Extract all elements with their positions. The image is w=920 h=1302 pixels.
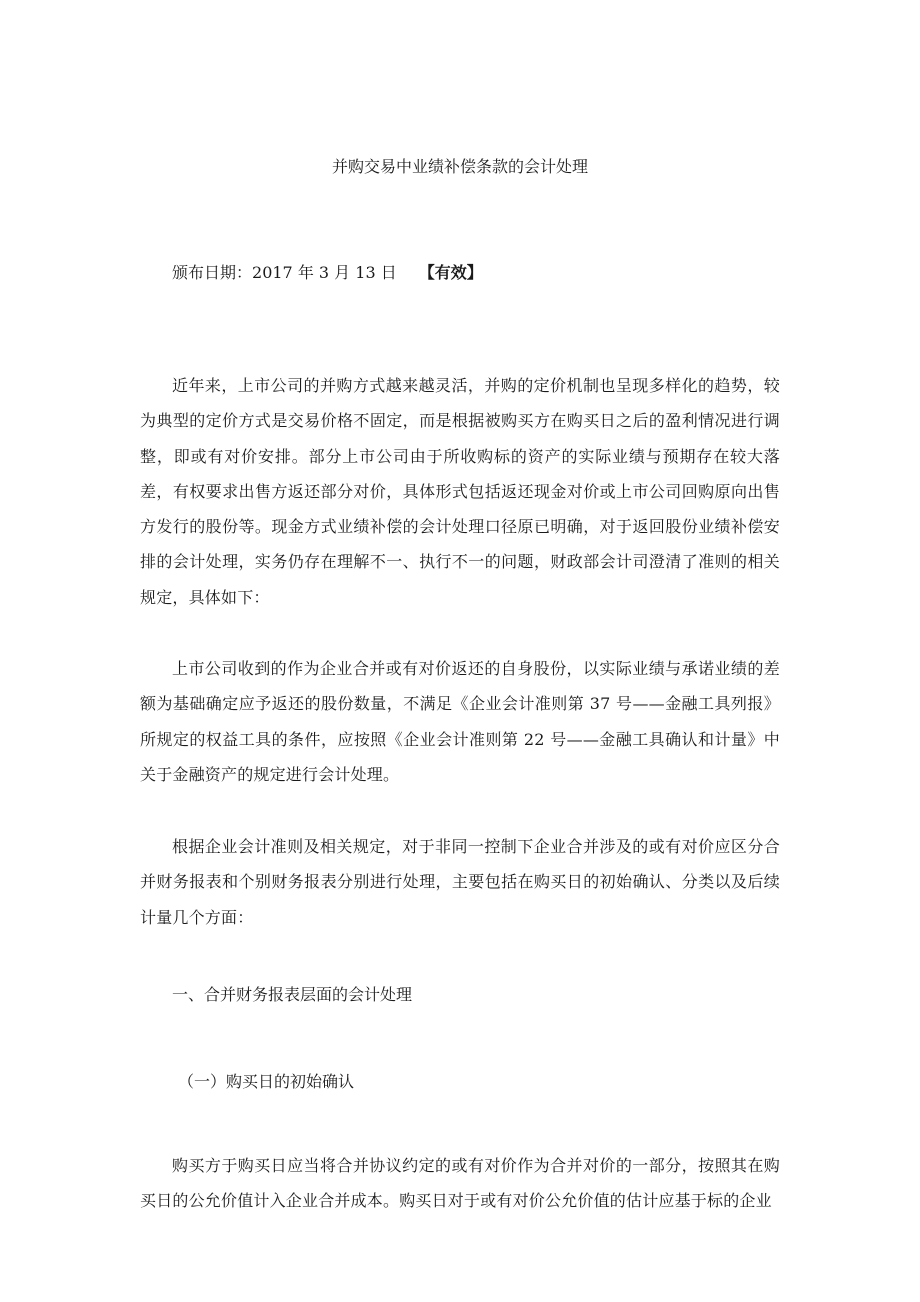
status-badge: 【有效】 [418, 263, 483, 282]
section-heading: 一、合并财务报表层面的会计处理 [172, 985, 413, 1004]
date-value: 2017 年 3 月 13 日 [252, 263, 397, 282]
paragraph-intro: 近年来，上市公司的并购方式越来越灵活，并购的定价机制也呈现多样化的趋势，较为典型的定价方式是交易价格不固定，而是根据被购买方在购买日之后的盈利情况进行调整，即或有对价安排。部分上市公司由于所收购标的资产的实际业绩与预期存在较大落差，有权要求出售方返还部分对价，具体形式包括返还现金对价或上市公司回购原向出售方发行的股份等。现金方式业绩补偿的会计处理口径原已明确，对于返回股份业绩补偿安排的会计处理，实务仍存在理解不一、执行不一的问题，财政部会计司澄清了准则的相关规定，具体如下： [140, 376, 780, 607]
paragraph-shares-return: 上市公司收到的作为企业合并或有对价返还的自身股份，以实际业绩与承诺业绩的差额为基础确定应予返还的股份数量，不满足《企业会计准则第 37 号——金融工具列报》所规定的权益工具的条件，应按照《企业会计准则第 22 号——金融工具确认和计量》中关于金融资产的规定进行会计处理。 [140, 659, 780, 784]
subsection-heading: （一）购买日的初始确认 [178, 1072, 355, 1091]
paragraph-initial-recognition: 购买方于购买日应当将合并协议约定的或有对价作为合并对价的一部分，按照其在购买日的公允价值计入企业合并成本。购买日对于或有对价公允价值的估计应基于标的企业 [140, 1156, 780, 1211]
document-title: 并购交易中业绩补偿条款的会计处理 [331, 157, 588, 176]
document-meta [172, 262, 483, 284]
date-label: 颁布日期： [172, 263, 253, 282]
paragraph-standards: 根据企业会计准则及相关规定，对于非同一控制下企业合并涉及的或有对价应区分合并财务报表和个别财务报表分别进行处理，主要包括在购买日的初始确认、分类以及后续计量几个方面： [140, 837, 780, 927]
